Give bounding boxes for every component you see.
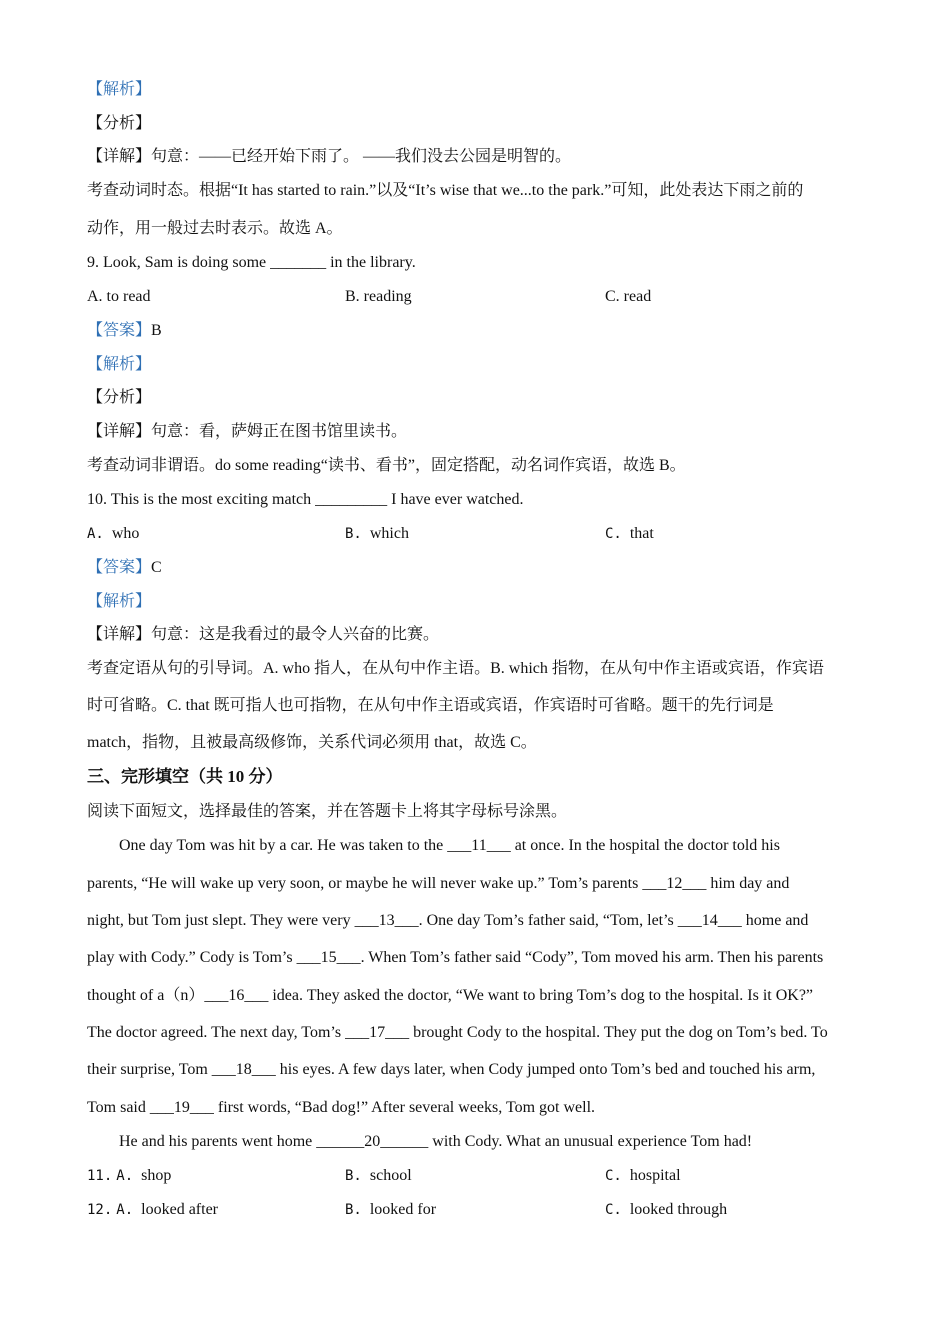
passage-line: their surprise, Tom ___18___ his eyes. A few days later, when Cody jumped onto Tom’s bed and touched his arm,	[87, 1061, 816, 1078]
section-instruction: 阅读下面短文，选择最佳的答案，并在答题卡上将其字母标号涂黑。	[87, 803, 568, 820]
explain-line: 考查定语从句的引导词。A. who 指人，在从句中作主语。B. which 指物，在从句中作主语或宾语，作宾语	[87, 660, 824, 677]
detail-line: 【详解】句意：看，萨姆正在图书馆里读书。	[87, 423, 408, 440]
blank-11: ___11___	[447, 837, 511, 854]
blank-17: ___17___	[345, 1024, 410, 1041]
option-a: looked after	[141, 1201, 219, 1218]
explain-line: 动作，用一般过去时表示。故选 A。	[87, 220, 343, 237]
answer-tag: 【答案】	[87, 559, 152, 576]
option-a: who	[111, 525, 140, 542]
option-c: hospital	[629, 1167, 681, 1184]
question-number: 12.	[87, 1202, 113, 1218]
blank-19: ___19___	[149, 1099, 214, 1116]
answer-value: C	[151, 559, 162, 576]
analysis-tag: 【解析】	[87, 356, 152, 373]
section-heading: 三、完形填空（共 10 分）	[87, 767, 283, 786]
question-10-stem: 10. This is the most exciting match _________ I have ever watched.	[87, 491, 524, 508]
detail-line: 【详解】句意：——已经开始下雨了。 ——我们没去公园是明智的。	[87, 148, 572, 165]
question-10-options	[87, 522, 867, 546]
option-b: which	[369, 525, 409, 542]
passage-line: play with Cody.” Cody is Tom’s ___15___. When Tom’s father said “Cody”, Tom moved his arm. Then his parents	[87, 949, 824, 966]
detail-line: 【详解】句意：这是我看过的最令人兴奋的比赛。	[87, 626, 440, 643]
blank-13: ___13___	[354, 912, 419, 929]
fenxi-tag: 【分析】	[87, 389, 152, 406]
question-9-options	[87, 285, 867, 309]
blank-16: ___16___	[204, 987, 269, 1004]
option-b: looked for	[369, 1201, 437, 1218]
blank-20: ______20______	[316, 1133, 429, 1150]
passage-line: He and his parents went home ______20______ with Cody. What an unusual experience Tom had!	[119, 1133, 753, 1150]
passage-line: The doctor agreed. The next day, Tom’s ___17___ brought Cody to the hospital. They put the dog on Tom’s bed. To	[87, 1024, 828, 1041]
option-label: C.	[605, 526, 622, 542]
option-label: A.	[87, 526, 104, 542]
passage-line: thought of a（n）___16___ idea. They asked the doctor, “We want to bring Tom’s dog to the hospital. Is it OK?”	[87, 987, 814, 1004]
fenxi-tag: 【分析】	[87, 115, 152, 132]
explain-line: 时可省略。C. that 既可指人也可指物，在从句中作主语或宾语，作宾语时可省略。题干的先行词是	[87, 697, 774, 714]
option-c: looked through	[629, 1201, 728, 1218]
blank-18: ___18___	[211, 1061, 276, 1078]
option-b: school	[369, 1167, 412, 1184]
passage-line: night, but Tom just slept. They were very ___13___. One day Tom’s father said, “Tom, let’s ___14___ home and	[87, 912, 809, 929]
question-11-options: 11. A. shop B. school C. hospital	[87, 1167, 681, 1184]
blank-14: ___14___	[677, 912, 742, 929]
option-a: shop	[141, 1167, 172, 1184]
answer-line	[87, 556, 162, 580]
option-label: B.	[345, 526, 362, 542]
explain-line: match，指物，且被最高级修饰，关系代词必须用 that，故选 C。	[87, 734, 537, 751]
answer-tag: 【答案】	[87, 322, 152, 339]
passage-line: parents, “He will wake up very soon, or maybe he will never wake up.” Tom’s parents ___12___ him day and	[87, 875, 790, 892]
option-c: C. read	[605, 288, 652, 305]
analysis-tag: 【解析】	[87, 81, 152, 98]
explain-line: 考查动词非谓语。do some reading“读书、看书”，固定搭配，动名词作宾语，故选 B。	[87, 457, 686, 474]
explain-line: 考查动词时态。根据“It has started to rain.”以及“It’s wise that we...to the park.”可知，此处表达下雨之前的	[87, 182, 804, 199]
option-a: A. to read	[87, 288, 151, 305]
passage-line: One day Tom was hit by a car. He was taken to the ___11___ at once. In the hospital the doctor told his	[119, 837, 780, 854]
blank-12: ___12___	[642, 875, 707, 892]
blank-15: ___15___	[296, 949, 361, 966]
analysis-tag: 【解析】	[87, 593, 152, 610]
answer-line	[87, 319, 162, 343]
passage-line: Tom said ___19___ first words, “Bad dog!” After several weeks, Tom got well.	[87, 1099, 596, 1116]
option-b: B. reading	[345, 288, 412, 305]
question-12-options: 12. A. looked after B. looked for C. looked through	[87, 1201, 728, 1218]
option-c: that	[629, 525, 654, 542]
answer-value: B	[151, 322, 162, 339]
question-9-stem: 9. Look, Sam is doing some _______ in the library.	[87, 254, 416, 271]
question-number: 11.	[87, 1168, 113, 1184]
